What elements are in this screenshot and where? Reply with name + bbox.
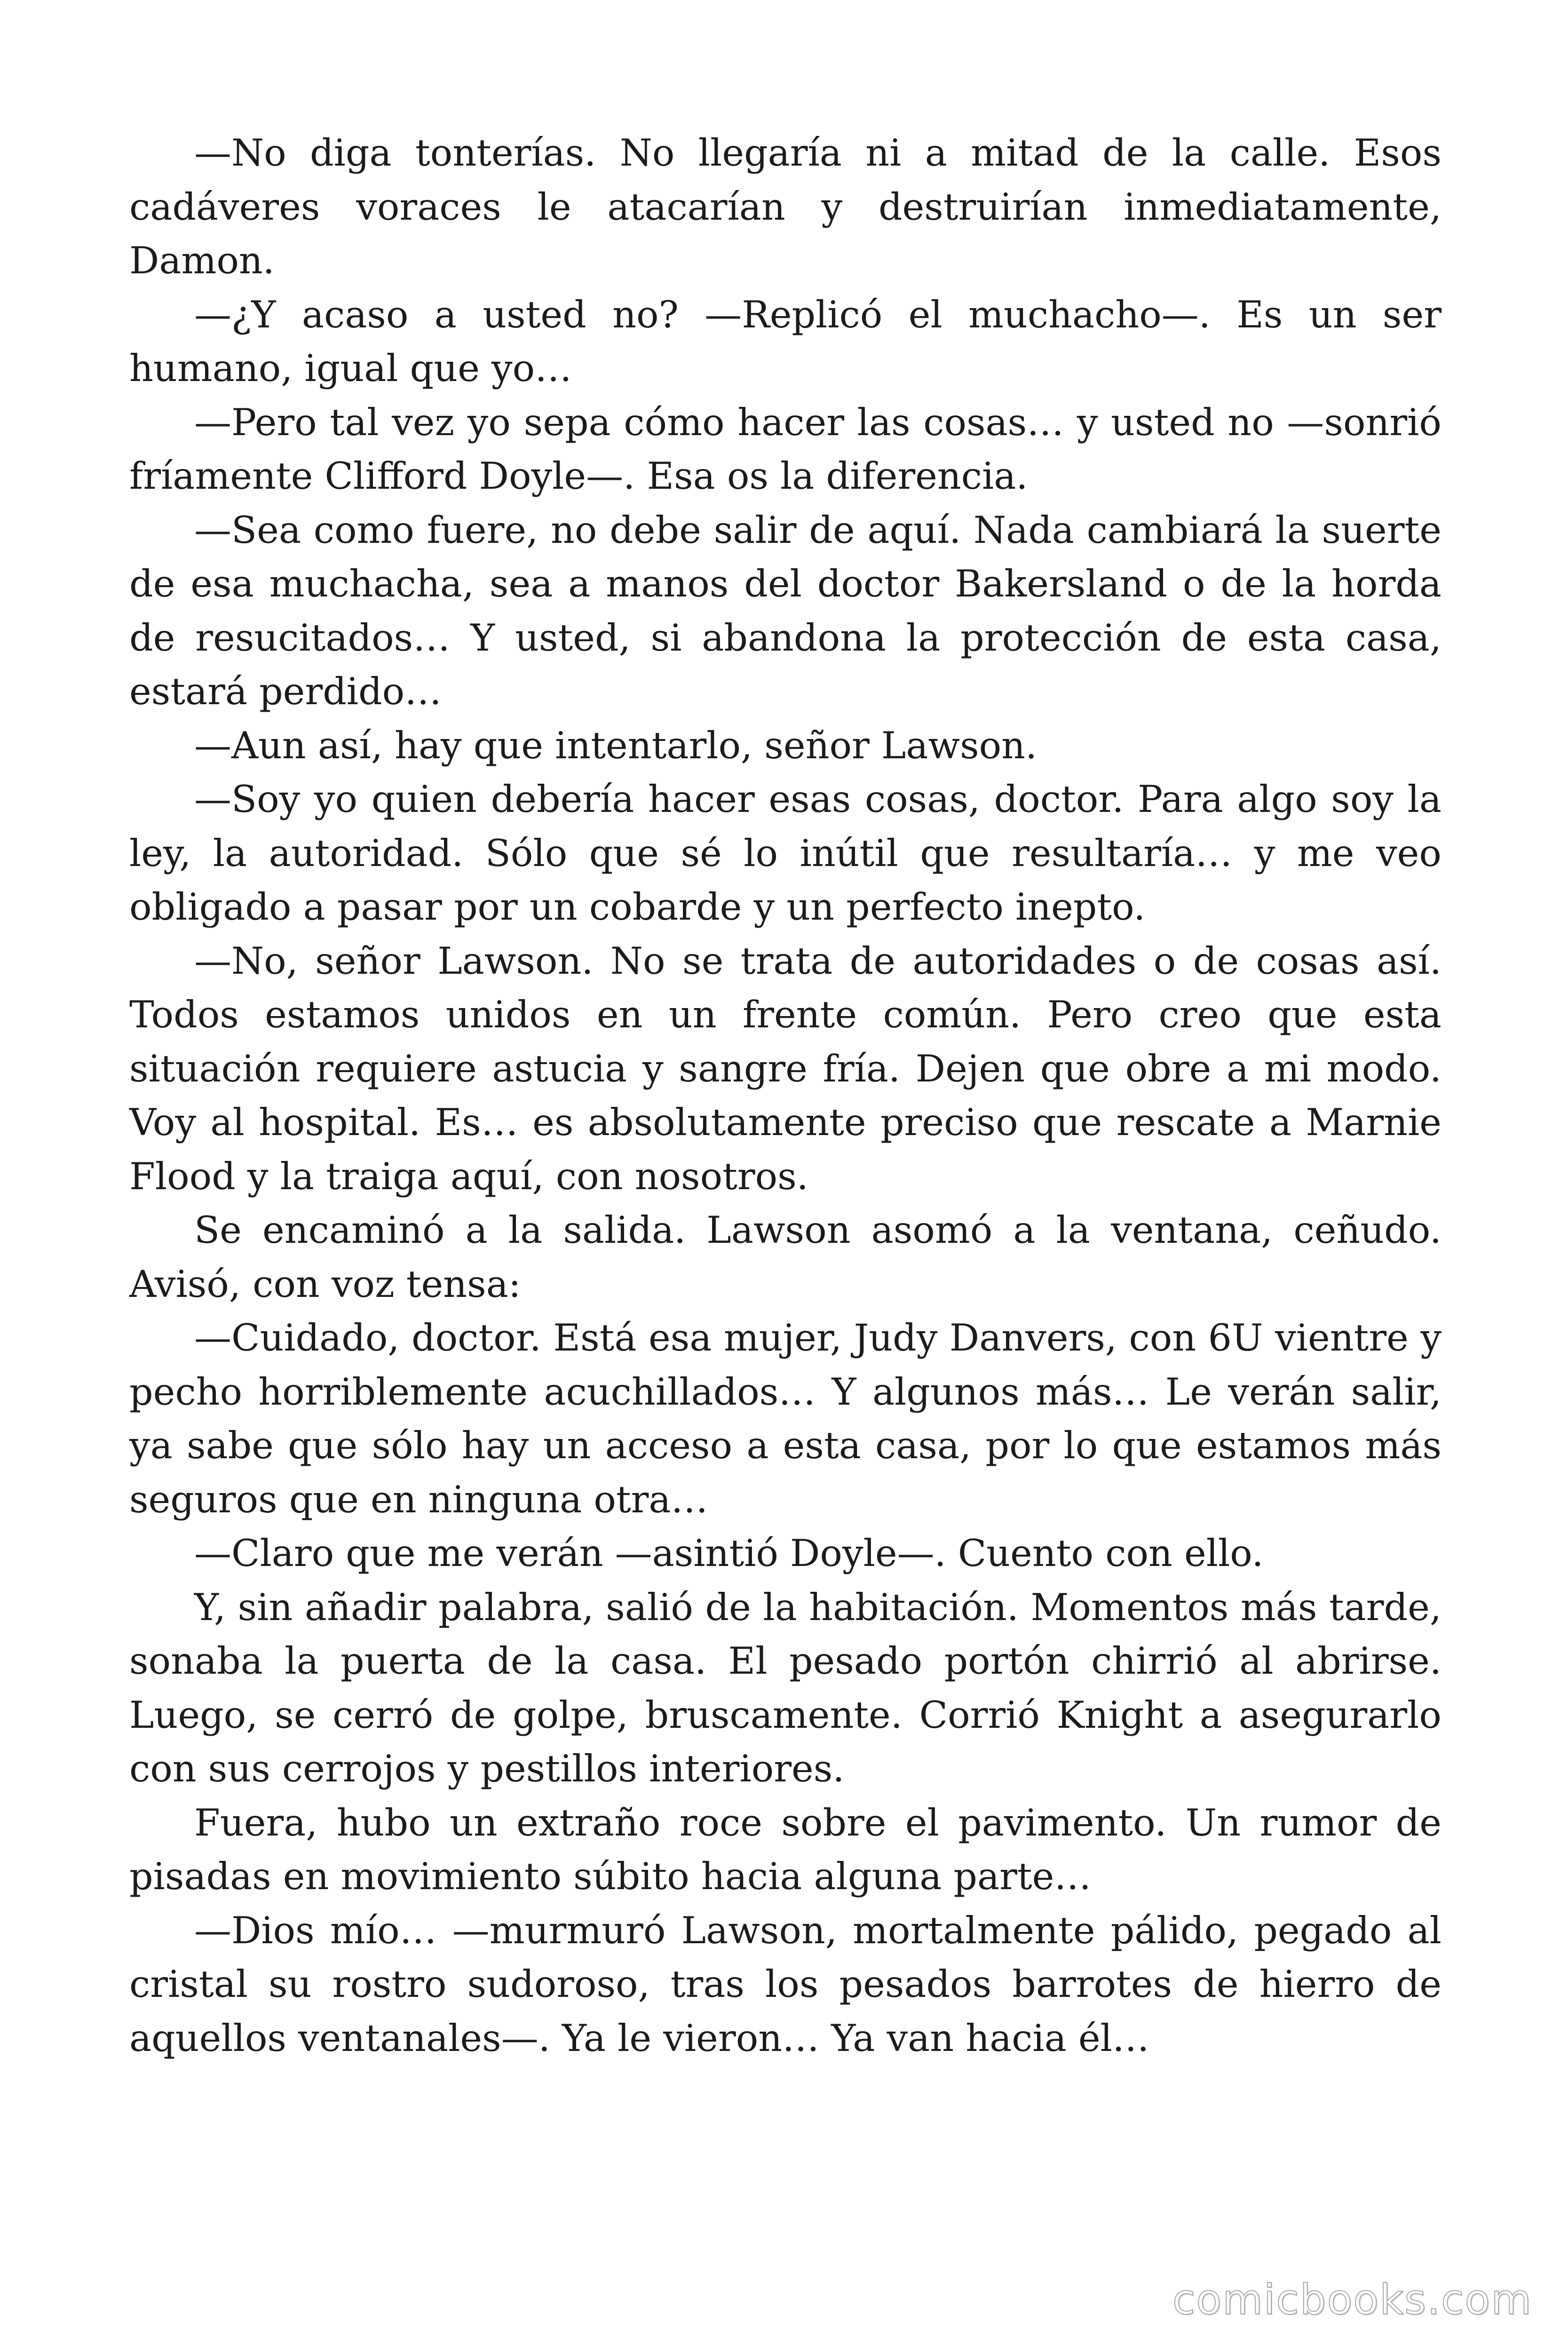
watermark-logo: comicbooks.com bbox=[1172, 2275, 1532, 2324]
paragraph-10: —Claro que me verán —asintió Doyle—. Cuento con ello. bbox=[194, 1532, 1264, 1575]
paragraph-2: —¿Y acaso a usted no? —Replicó el muchacho—. Es un ser humano, igual que yo… bbox=[129, 293, 1441, 390]
paragraph-9: —Cuidado, doctor. Está esa mujer, Judy Danvers, con 6U vientre y pecho horriblemente acuchillados… Y algunos más… Le verán salir, ya sabe que sólo hay un acceso a esta casa, por lo que estamos más seguros que en ninguna otra… bbox=[129, 1316, 1441, 1521]
paragraph-4: —Sea como fuere, no debe salir de aquí. Nada cambiará la suerte de esa muchacha, sea a manos del doctor Bakersland o de la horda de resucitados… Y usted, si abandona la protección de esta casa, estará perdido… bbox=[129, 508, 1441, 713]
paragraph-1: —No diga tonterías. No llegaría ni a mitad de la calle. Esos cadáveres voraces le atacarían y destruirían inmediatamente, Damon. bbox=[129, 131, 1441, 282]
paragraph-8: Se encaminó a la salida. Lawson asomó a la ventana, ceñudo. Avisó, con voz tensa: bbox=[129, 1208, 1441, 1306]
paragraph-11: Y, sin añadir palabra, salió de la habitación. Momentos más tarde, sonaba la puerta de la casa. El pesado portón chirrió al abrirse. Luego, se cerró de golpe, bruscamente. Corrió Knight a asegurarlo con sus cerrojos y pestillos interiores. bbox=[129, 1585, 1441, 1790]
paragraph-12: Fuera, hubo un extraño roce sobre el pavimento. Un rumor de pisadas en movimiento súbito hacia alguna parte… bbox=[129, 1801, 1441, 1898]
paragraph-3: —Pero tal vez yo sepa cómo hacer las cosas… y usted no —sonrió fríamente Clifford Doyle—. Esa os la diferencia. bbox=[129, 400, 1441, 498]
paragraph-6: —Soy yo quien debería hacer esas cosas, doctor. Para algo soy la ley, la autoridad. Sólo que sé lo inútil que resultaría… y me veo obligado a pasar por un cobarde y un perfecto inepto. bbox=[129, 778, 1441, 929]
body-text bbox=[129, 126, 1441, 2065]
paragraph-5: —Aun así, hay que intentarlo, señor Lawson. bbox=[194, 723, 1037, 767]
paragraph-13: —Dios mío… —murmuró Lawson, mortalmente pálido, pegado al cristal su rostro sudoroso, tras los pesados barrotes de hierro de aquellos ventanales—. Ya le vieron… Ya van hacia él… bbox=[129, 1908, 1441, 2060]
paragraph-7: —No, señor Lawson. No se trata de autoridades o de cosas así. Todos estamos unidos en un frente común. Pero creo que esta situación requiere astucia y sangre fría. Dejen que obre a mi modo. Voy al hospital. Es… es absolutamente preciso que rescate a Marnie Flood y la traiga aquí, con nosotros. bbox=[129, 939, 1441, 1198]
